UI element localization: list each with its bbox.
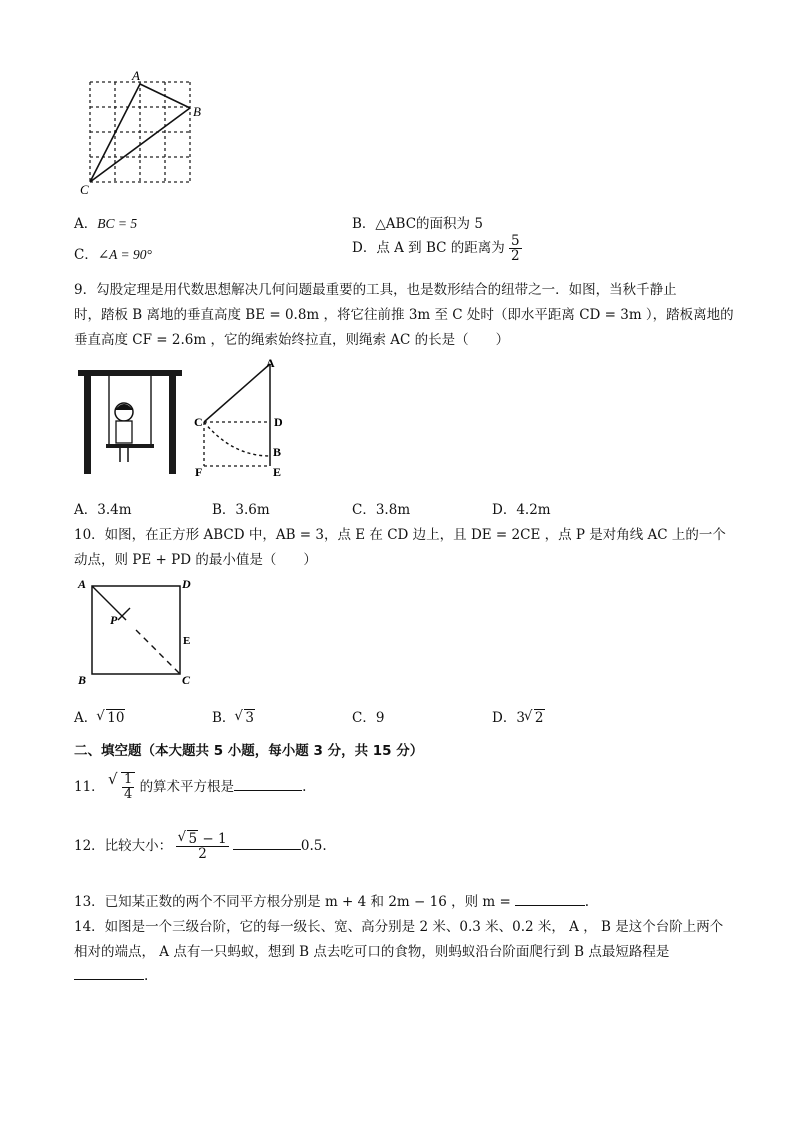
q14-line2: 相对的端点， A 点有一只蚂蚁，想到 B 点去吃可口的食物，则蚂蚁沿台阶面爬行到 B 点最短路程是 bbox=[74, 944, 670, 960]
q8-grid-figure bbox=[78, 70, 208, 198]
q8-option-c[interactable]: C．∠A = 90° bbox=[74, 247, 152, 263]
q10-option-a[interactable]: A．√ 10 bbox=[74, 706, 125, 726]
q10-option-b[interactable]: B．√ 3 bbox=[212, 706, 255, 726]
q8-label-a: A bbox=[132, 70, 140, 83]
q9-label-f: F bbox=[195, 465, 203, 478]
q9-label-d: D bbox=[274, 415, 283, 429]
q8-label-b: B bbox=[193, 104, 201, 119]
q9-label-a: A bbox=[266, 356, 275, 370]
q10-label-d: D bbox=[182, 577, 191, 591]
section-2-title: 二、填空题（本大题共 5 小题，每小题 3 分，共 15 分） bbox=[74, 743, 424, 759]
q12: 12．比较大小： √ $\frac{5 - 1}{2}$ 0.5. bbox=[74, 832, 327, 861]
q11: 11． √ $\frac{1}{4}$ 的算术平方根是 . bbox=[74, 772, 306, 801]
q10-option-d[interactable]: D．3√ 2 bbox=[492, 706, 545, 726]
q10-label-c: C bbox=[182, 673, 191, 687]
q8-option-d[interactable]: D．点 A 到 BC 的距离为 $\frac{5}{2}$ bbox=[352, 233, 520, 265]
q10-label-b: B bbox=[78, 673, 87, 687]
q8-label-c: C bbox=[80, 182, 89, 197]
q13-answer-blank[interactable] bbox=[515, 891, 585, 906]
q14-line3: . bbox=[74, 965, 148, 984]
q9-stem-line2: 时，踏板 B 离地的垂直高度 BE = 0.8m ，将它往前推 3m 至 C 处时（即水平距离 CD = 3m ），踏板离地的 bbox=[74, 307, 734, 323]
q12-answer-blank[interactable] bbox=[233, 835, 301, 850]
q8-fraction: $\frac{5}{2}$ bbox=[511, 233, 520, 265]
q14-line1: 14．如图是一个三级台阶，它的每一级长、宽、高分别是 2 米、0.3 米、0.2 米， A ， B 是这个台阶上两个 bbox=[74, 919, 724, 935]
q10-label-e: E bbox=[183, 635, 191, 647]
q9-label-c: C bbox=[194, 415, 203, 429]
q10-label-a: A bbox=[78, 577, 87, 591]
q9-option-b[interactable]: B．3.6m bbox=[212, 502, 270, 518]
q11-answer-blank[interactable] bbox=[234, 776, 302, 791]
q9-swing-drawing bbox=[76, 364, 186, 476]
q9-option-c[interactable]: C．3.8m bbox=[352, 502, 411, 518]
q8-option-b[interactable]: B．△ABC的面积为 5 bbox=[352, 216, 483, 232]
q13: 13．已知某正数的两个不同平方根分别是 m + 4 和 2m − 16 ，则 m = . bbox=[74, 890, 589, 910]
q10-square-diagram bbox=[74, 574, 200, 688]
q9-geometry-diagram bbox=[192, 356, 292, 478]
q14-answer-blank[interactable] bbox=[74, 965, 144, 980]
q9-option-d[interactable]: D．4.2m bbox=[492, 502, 551, 518]
q10-option-c[interactable]: C．9 bbox=[352, 710, 385, 726]
q10-stem-line2: 动点，则 PE + PD 的最小值是（ ） bbox=[74, 552, 317, 568]
q9-stem-line1: 9．勾股定理是用代数思想解决几何问题最重要的工具，也是数形结合的纽带之一．如图，当秋千静止 bbox=[74, 282, 677, 298]
q9-option-a[interactable]: A．3.4m bbox=[74, 502, 132, 518]
q9-label-e: E bbox=[273, 465, 282, 478]
q8-option-a[interactable]: A．BC = 5 bbox=[74, 216, 138, 232]
q9-label-b: B bbox=[273, 445, 282, 459]
q9-stem-line3: 垂直高度 CF = 2.6m ，它的绳索始终拉直，则绳索 AC 的长是（ ） bbox=[74, 332, 510, 348]
q10-stem-line1: 10．如图，在正方形 ABCD 中，AB = 3，点 E 在 CD 边上，且 DE = 2CE ，点 P 是对角线 AC 上的一个 bbox=[74, 527, 726, 543]
q10-label-p: P bbox=[110, 613, 118, 627]
